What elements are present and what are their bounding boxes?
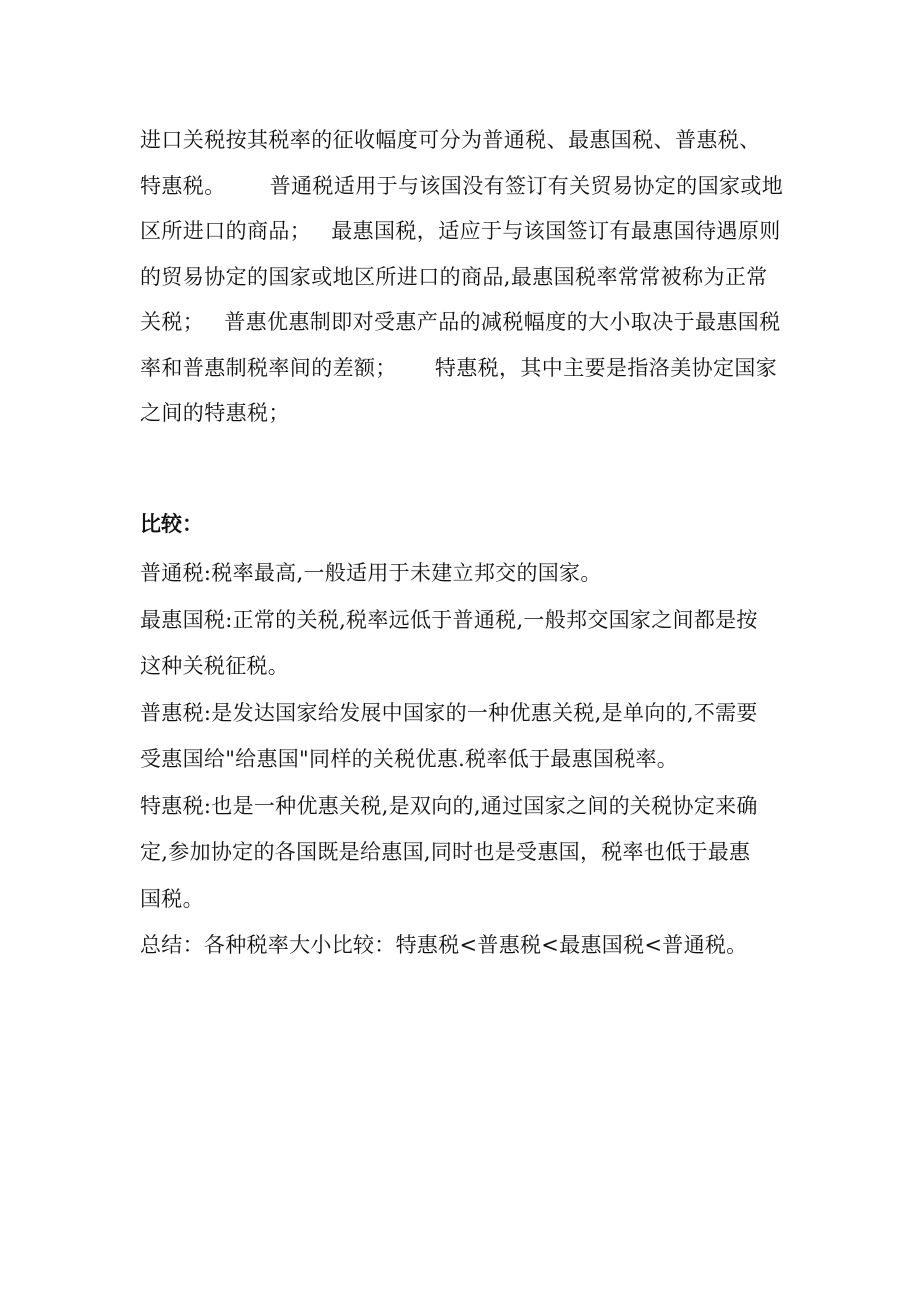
- summary-line: 总结：各种税率大小比较：特惠税<普惠税<最惠国税<普通税。: [140, 933, 748, 957]
- intro-line: [140, 346, 790, 392]
- intro-paragraph: [140, 118, 790, 437]
- intro-segment: 特惠税。: [140, 173, 226, 198]
- intro-line: [140, 300, 790, 346]
- comparison-line: 普通税:税率最高,一般适用于未建立邦交的国家。: [140, 561, 602, 585]
- intro-line: [140, 164, 790, 210]
- intro-segment: 普通税适用于与该国没有签订有关贸易协定的国家或地: [269, 173, 784, 198]
- intro-line: 的贸易协定的国家或地区所进口的商品,最惠国税率常常被称为正常: [140, 264, 768, 289]
- comparison-line: 这种关税征税。: [140, 654, 290, 678]
- intro-segment: 区所进口的商品；: [140, 219, 312, 243]
- intro-line: [140, 209, 790, 255]
- intro-segment: 率和普惠制税率间的差额；: [140, 355, 397, 380]
- intro-segment: 特惠税，其中主要是指洛美协定国家: [434, 355, 778, 380]
- comparison-line: 国税。: [140, 886, 204, 911]
- comparison-line: 普惠税:是发达国家给发展中国家的一种优惠关税,是单向的,不需要: [140, 700, 758, 725]
- comparison-line: 受惠国给"给惠国"同样的关税优惠.税率低于最惠国税率。: [140, 747, 679, 771]
- comparison-line: 定,参加协定的各国既是给惠国,同时也是受惠国，税率也低于最惠: [140, 840, 751, 864]
- comparison-section: [140, 508, 790, 969]
- intro-line: 进口关税按其税率的征收幅度可分为普通税、最惠国税、普惠税、: [140, 128, 761, 152]
- comparison-heading: 比较：: [140, 511, 203, 536]
- intro-line: 之间的特惠税；: [140, 401, 290, 425]
- intro-segment: 普惠优惠制即对受惠产品的减税幅度的大小取决于最惠国税: [224, 310, 781, 334]
- comparison-line: 特惠税:也是一种优惠关税,是双向的,通过国家之间的关税协定来确: [140, 793, 758, 818]
- intro-segment: 最惠国税，适应于与该国签订有最惠国待遇原则: [331, 219, 781, 243]
- intro-segment: 关税；: [140, 310, 205, 334]
- comparison-line: 最惠国税:正常的关税,税率远低于普通税,一般邦交国家之间都是按: [140, 607, 758, 632]
